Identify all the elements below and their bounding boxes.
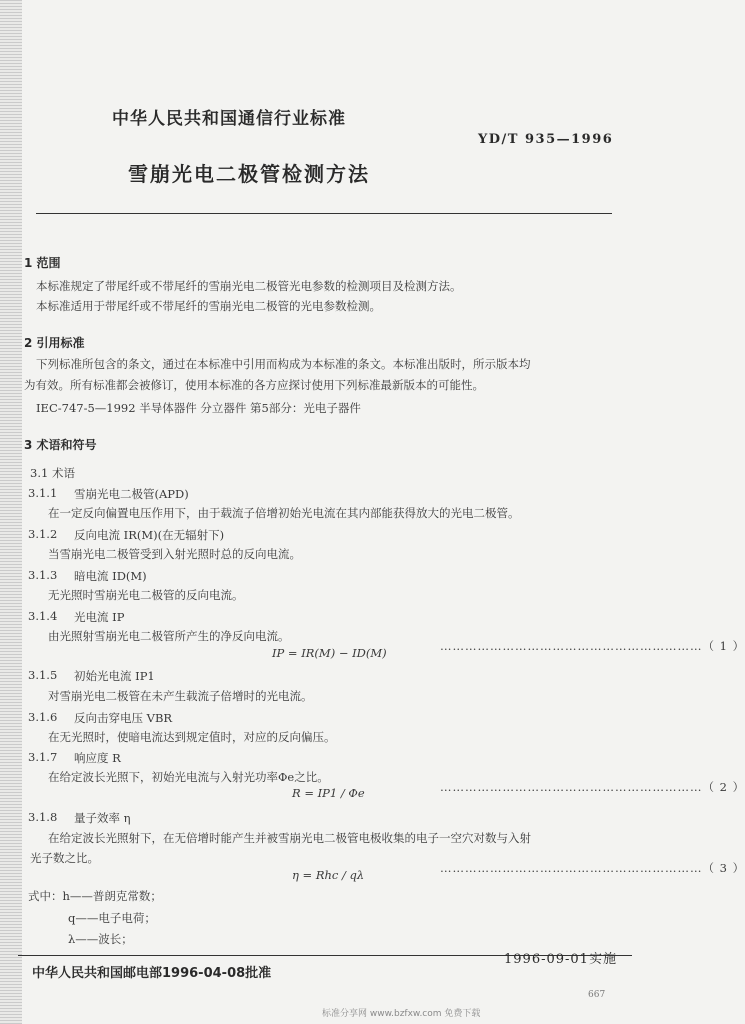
where-line: q——电子电荷；: [68, 911, 156, 925]
section-2-line: 下列标准所包含的条文，通过在本标准中引用而构成为本标准的条文。本标准出版时，所示版本均: [36, 357, 531, 371]
term-definition: 对雪崩光电二极管在未产生载流子倍增时的光电流。: [48, 689, 313, 703]
equation-2: R = IP1 / Φe: [292, 786, 365, 800]
page-number: 667: [588, 990, 606, 1000]
term-definition: 无光照时雪崩光电二极管的反向电流。: [48, 588, 244, 602]
term-name: 光电流 IP: [74, 610, 125, 624]
equation-number-3: ………………………………………………………（ 3 ）: [440, 861, 745, 875]
effective-date: 1996-09-01实施: [504, 952, 617, 967]
term-name: 量子效率 η: [74, 811, 131, 825]
term-number: 3.1.4: [28, 609, 58, 623]
header-divider: [36, 213, 612, 214]
standard-number: YD/T 935—1996: [478, 132, 614, 147]
page-title: 雪崩光电二极管检测方法: [128, 162, 370, 186]
where-line: λ——波长；: [68, 932, 133, 946]
term-name: 暗电流 ID(M): [74, 569, 147, 583]
term-definition: 在无光照时，使暗电流达到规定值时，对应的反向偏压。: [48, 730, 336, 744]
term-definition: 由光照射雪崩光电二极管所产生的净反向电流。: [48, 629, 290, 643]
term-name: 雪崩光电二极管(APD): [74, 487, 189, 501]
term-number: 3.1.5: [28, 668, 58, 682]
term-definition: 光子数之比。: [30, 851, 99, 865]
term-name: 响应度 R: [74, 751, 121, 765]
term-number: 3.1.8: [28, 810, 58, 824]
equation-number-2: ………………………………………………………（ 2 ）: [440, 780, 745, 794]
equation-1: IP = IR(M) − ID(M): [272, 646, 387, 660]
approval-statement: 中华人民共和国邮电部1996-04-08批准: [32, 966, 272, 981]
term-number: 3.1.7: [28, 750, 58, 764]
equation-number-1: ………………………………………………………（ 1 ）: [440, 639, 745, 653]
term-definition: 当雪崩光电二极管受到入射光照时总的反向电流。: [48, 547, 301, 561]
term-number: 3.1.1: [28, 486, 58, 500]
where-line: 式中：h——普朗克常数；: [28, 889, 162, 903]
subsection-terms: 3.1 术语: [30, 466, 75, 480]
section-1-line: 本标准适用于带尾纤或不带尾纤的雪崩光电二极管的光电参数检测。: [36, 299, 381, 313]
term-name: 反向击穿电压 VBR: [74, 711, 173, 725]
term-definition: 在给定波长光照射下，在无倍增时能产生并被雪崩光电二极管电极收集的电子一空穴对数与入射: [48, 831, 531, 845]
term-number: 3.1.3: [28, 568, 58, 582]
reference-standard: IEC-747-5—1992 半导体器件 分立器件 第5部分：光电子器件: [36, 401, 361, 415]
section-1-heading: 1 范围: [24, 256, 61, 270]
term-number: 3.1.6: [28, 710, 58, 724]
section-1-line: 本标准规定了带尾纤或不带尾纤的雪崩光电二极管光电参数的检测项目及检测方法。: [36, 279, 462, 293]
section-2-line: 为有效。所有标准都会被修订，使用本标准的各方应探讨使用下列标准最新版本的可能性。: [24, 378, 484, 392]
section-3-heading: 3 术语和符号: [24, 438, 97, 452]
scan-edge-artifact: [0, 0, 22, 1024]
term-name: 反向电流 IR(M)(在无辐射下): [74, 528, 225, 542]
watermark: 标准分享网 www.bzfxw.com 免费下载: [322, 1009, 481, 1019]
term-definition: 在一定反向偏置电压作用下，由于载流子倍增初始光电流在其内部能获得放大的光电二极管。: [48, 506, 520, 520]
issuing-organization: 中华人民共和国通信行业标准: [112, 109, 346, 129]
term-definition: 在给定波长光照下，初始光电流与入射光功率Φe之比。: [48, 770, 329, 784]
term-number: 3.1.2: [28, 527, 58, 541]
section-2-heading: 2 引用标准: [24, 336, 85, 350]
term-name: 初始光电流 IP1: [74, 669, 155, 683]
equation-3: η = Rhc / qλ: [292, 868, 365, 882]
